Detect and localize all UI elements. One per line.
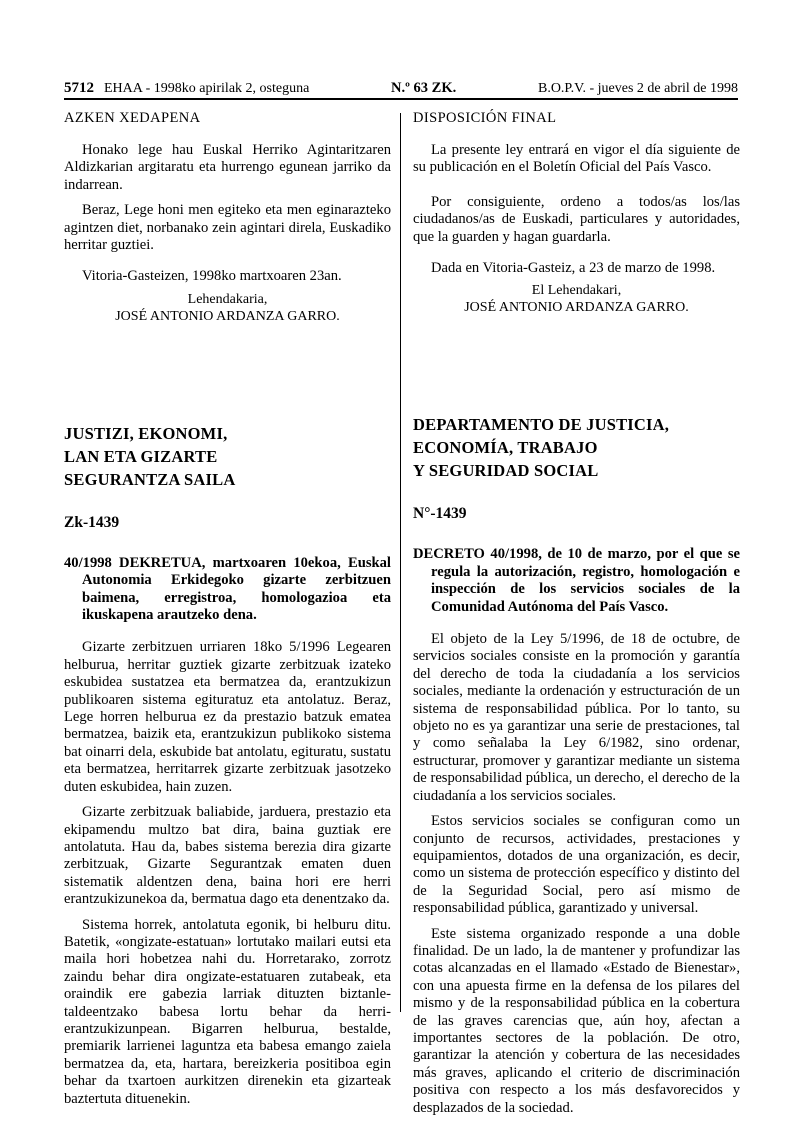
date-line-basque: Vitoria-Gasteizen, 1998ko martxoaren 23an.	[82, 268, 342, 285]
body-paragraph: Este sistema organizado responde a una doble finalidad. De un lado, la de mantener y profundizar las cotas alcanzadas en el llamado «Estado de Bienestar», con una apuesta firme en la defensa de los pilares del mismo y de la responsabilidad pública en la cobertura de las graves carencias que, aún hoy, afectan a importantes sectores de la población. De otro, garantizar la atención y cobertura de las necesidades más graves, aplicando el criterio de discriminación positiva con respecto a los más desfavorecidos y desplazados de la sociedad.	[413, 925, 740, 1116]
header-rule	[64, 98, 738, 100]
two-column-body	[64, 110, 740, 1125]
page-header	[64, 80, 738, 97]
department-line: Y SEGURIDAD SOCIAL	[413, 461, 599, 481]
decree-body-spanish	[413, 631, 740, 1117]
department-heading-basque	[64, 422, 391, 491]
body-paragraph: Gizarte zerbitzuen urriaren 18ko 5/1996 Legearen helburua, herritar guztiek gizarte zerbitzuak izateko eskubidea sustatzea eta bermatzea da, erantzukizun publikoaren sistema egituratuz eta antolatuz. Beraz, Lege horren helburua ez da prestazio batzuk ematea bermatzea, baizik eta, erantzukizun publikoko sistema bat oinarri dela, eskubide bat antolatu, egituratu, sustatu eta bermatzea, herritarrek gizarte zerbitzuak jasotzeko duten eskubidea, hain zuzen.	[64, 639, 391, 795]
body-paragraph: Gizarte zerbitzuak baliabide, jarduera, prestazio eta ekipamendu multzo bat dira, baina guztiak ere antolatuta. Hau da, babes sistema berezia dira gizarte zerbitzuak, Gizarte Segurantzak ematen duen sistematik aldentzen dena, baina hori ere herri erantzukizunekoa da, bermatua dago eta denentzako da.	[64, 804, 391, 908]
department-line: ECONOMÍA, TRABAJO	[413, 438, 598, 458]
decree-title-basque: 40/1998 DEKRETUA, martxoaren 10ekoa, Euskal Autonomia Erkidegoko gizarte zerbitzuen baimena, erregistroa, homologazioa eta ikuskapena arautzeko dena.	[64, 554, 391, 624]
section-title-basque: AZKEN XEDAPENA	[64, 110, 201, 126]
page-number: 5712	[64, 80, 94, 96]
section-title-spanish: DISPOSICIÓN FINAL	[413, 110, 557, 126]
paragraph: Por consiguiente, ordeno a todos/as los/las ciudadanos/as de Euskadi, particulares y autoridades, que la guarden y hagan guardarla.	[413, 193, 740, 245]
body-paragraph: Sistema horrek, antolatuta egonik, bi helburu ditu. Batetik, «ongizate-estatuan» lortutako mailari eutsi eta maila hori hobetzea nahi du. Horretarako, zorrotz zaindu behar dira ongizate-estatuaren zutabeak, eta oraindik ere gabezia larriak dituzten biztanle-taldeentzako babesa lortu behar da herri-erantzukizunpean. Bigarren helburua, bestalde, premiarik larrienei laguntza eta babesa emango zaiela bermatzea da, eta, hartara, bereizkeria positiboa egin behar da txartoen aurkitzen direnekin eta gizarteak baztertuta dituenekin.	[64, 916, 391, 1107]
signature-role: El Lehendakari,	[531, 283, 622, 299]
header-left	[64, 80, 309, 97]
paragraph: Honako lege hau Euskal Herriko Agintaritzaren Aldizkarian argitaratu eta hurrengo egunean jarriko da indarrean.	[64, 142, 391, 193]
right-column-spanish	[413, 110, 740, 1125]
header-edition-spanish: B.O.P.V. - jueves 2 de abril de 1998	[537, 81, 738, 96]
signature-name: JOSÉ ANTONIO ARDANZA GARRO.	[115, 308, 340, 324]
document-number-spanish: N°-1439	[413, 505, 467, 523]
department-heading-spanish	[413, 413, 740, 482]
department-line: LAN ETA GIZARTE	[64, 446, 218, 466]
department-line: DEPARTAMENTO DE JUSTICIA,	[413, 415, 670, 435]
decree-body-basque	[64, 639, 391, 1108]
header-issue-number: N.º 63 ZK.	[391, 80, 457, 96]
signature-role: Lehendakaria,	[187, 291, 268, 307]
date-line-spanish: Dada en Vitoria-Gasteiz, a 23 de marzo de 1998.	[431, 260, 716, 277]
document-number-basque: Zk-1439	[64, 513, 120, 531]
department-line: JUSTIZI, EKONOMI,	[64, 423, 228, 443]
paragraph: La presente ley entrará en vigor el día siguiente de su publicación en el Boletín Oficial del País Vasco.	[413, 142, 740, 176]
department-line: SEGURANTZA SAILA	[64, 469, 236, 489]
body-paragraph: Estos servicios sociales se configuran como un conjunto de recursos, actividades, prestaciones y equipamientos, dotados de una organización, es decir, como un sistema de protección específico y distinto del de la Seguridad Social, pero así mismo de responsabilidad pública, garantizado y universal.	[413, 813, 740, 917]
body-paragraph: El objeto de la Ley 5/1996, de 18 de octubre, de servicios sociales consiste en la promoción y garantía del derecho de toda la ciudadanía a los servicios sociales, mediante la ordenación y estructuración de un sistema de responsabilidad pública. Por lo tanto, su objeto no es ya garantizar una serie de prestaciones, tal y como señalaba la Ley 6/1982, sino ordenar, estructurar, promover y garantizar mediante un sistema de responsabilidad pública, un derecho, el derecho de la ciudadanía a los servicios sociales.	[413, 631, 740, 804]
signature-name: JOSÉ ANTONIO ARDANZA GARRO.	[464, 300, 689, 316]
header-edition-basque: EHAA - 1998ko apirilak 2, osteguna	[104, 81, 310, 96]
left-column-basque	[64, 110, 391, 1125]
paragraph: Beraz, Lege honi men egiteko eta men eginarazteko agintzen diet, norbanako zein agintari direla, Euskadiko herritar guztiei.	[64, 202, 391, 254]
decree-title-spanish: DECRETO 40/1998, de 10 de marzo, por el que se regula la autorización, registro, homologación e inspección de los servicios sociales de la Comunidad Autónoma del País Vasco.	[413, 546, 740, 615]
